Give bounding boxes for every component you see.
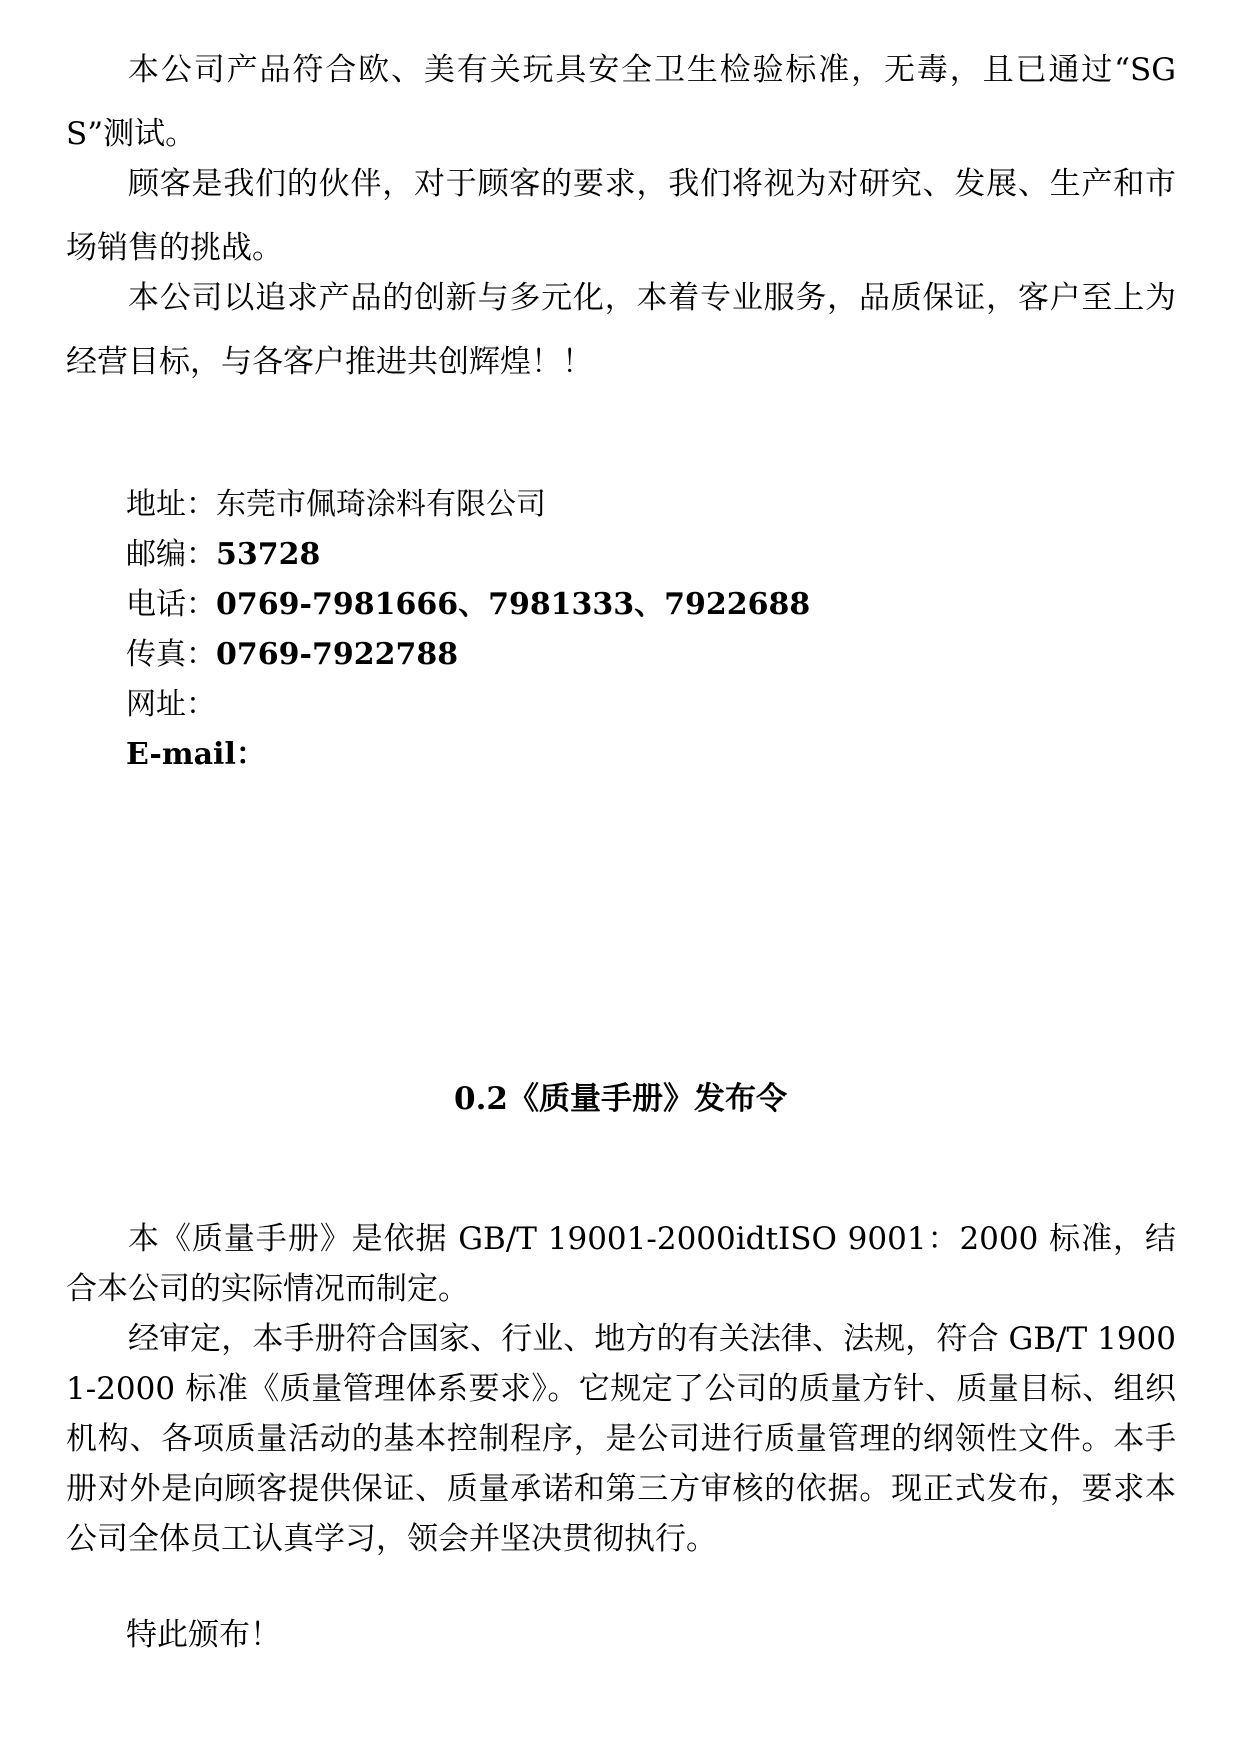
contact-block xyxy=(126,480,1026,780)
body-paragraph-approval: 经审定，本手册符合国家、行业、地方的有关法律、法规，符合 GB/T 19001-2000 标准《质量管理体系要求》。它规定了公司的质量方针、质量目标、组织机构、各项质量活动的基本控制程序，是公司进行质量管理的纲领性文件。本手册对外是向顾客提供保证、质量承诺和第三方审核的依据。现正式发布，要求本公司全体员工认真学习，领会并坚决贯彻执行。 xyxy=(66,1321,1176,1557)
postcode-value: 53728 xyxy=(216,537,321,572)
body-paragraph-basis: 本《质量手册》是依据 GB/T 19001-2000idtISO 9001：2000 标准，结合本公司的实际情况而制定。 xyxy=(66,1221,1176,1307)
contact-address-row xyxy=(126,480,1026,530)
contact-postcode-row xyxy=(126,530,1026,580)
contact-email-row xyxy=(126,730,1026,780)
fax-label: 传真： xyxy=(126,637,216,672)
contact-fax-row xyxy=(126,630,1026,680)
fax-value: 0769-7922788 xyxy=(216,637,459,672)
phone-value: 0769-7981666、7981333、7922688 xyxy=(216,587,811,622)
contact-phone-row xyxy=(126,580,1026,630)
closing-statement: 特此颁布！ xyxy=(126,1617,281,1653)
address-value: 东莞市佩琦涂料有限公司 xyxy=(216,487,546,522)
intro-paragraph-compliance: 本公司产品符合欧、美有关玩具安全卫生检验标准，无毒，且已通过“SGS”测试。 xyxy=(66,52,1176,152)
phone-label: 电话： xyxy=(126,587,216,622)
address-label: 地址： xyxy=(126,487,216,522)
contact-website-row xyxy=(126,680,1026,730)
section-title: 0.2《质量手册》发布令 xyxy=(454,1081,787,1117)
email-label: E-mail： xyxy=(126,737,266,772)
intro-paragraph-customers: 顾客是我们的伙伴，对于顾客的要求，我们将视为对研究、发展、生产和市场销售的挑战。 xyxy=(66,166,1176,266)
website-label: 网址： xyxy=(126,687,216,722)
intro-paragraph-mission: 本公司以追求产品的创新与多元化，本着专业服务，品质保证，客户至上为经营目标，与各客户推进共创辉煌！！ xyxy=(66,280,1176,380)
postcode-label: 邮编： xyxy=(126,537,216,572)
